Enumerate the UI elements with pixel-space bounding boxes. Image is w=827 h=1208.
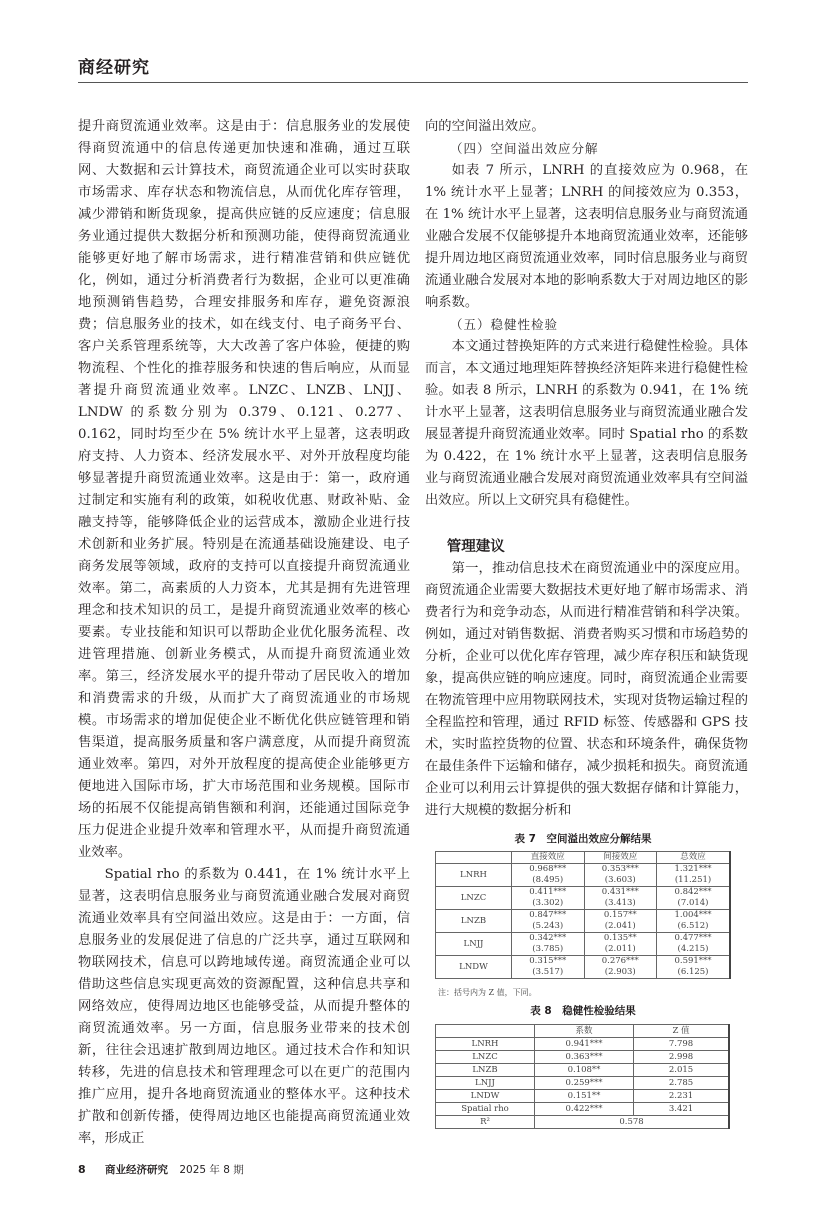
table-row	[436, 1103, 730, 1116]
header-cell: 总效应	[657, 852, 730, 864]
header-cell: 直接效应	[512, 852, 585, 864]
header-cell	[436, 852, 512, 864]
row-label: LNDW	[436, 956, 512, 979]
left-column	[78, 116, 410, 1150]
z-value: (6.125)	[677, 967, 709, 977]
coefficient: 1.004***	[674, 910, 712, 920]
coefficient: 0.847***	[529, 910, 567, 920]
management-heading: 管理建议	[446, 539, 505, 555]
section-heading: （五）稳健性检验	[450, 317, 559, 332]
table-row	[436, 910, 731, 933]
journal-header: 商经研究	[78, 58, 150, 78]
columns	[78, 116, 749, 1150]
table-cell: Spatial rho	[436, 1103, 535, 1116]
row-label: LNJJ	[436, 933, 512, 956]
footer-issue: 2025 年 8 期	[179, 1164, 244, 1176]
table-cell	[657, 887, 730, 910]
table7	[435, 851, 731, 979]
table-cell: LNDW	[436, 1090, 535, 1103]
table-header-row	[436, 852, 731, 864]
coefficient: 0.591***	[674, 956, 712, 966]
coefficient: 0.411***	[529, 887, 567, 897]
z-value: (5.243)	[532, 921, 564, 931]
body-paragraph: 如表 7 所示，LNRH 的直接效应为 0.968，在 1% 统计水平上显著；LNRH 的间接效应为 0.353，在 1% 统计水平上显著，这表明信息服务业与商贸流通业融合发展不仅能够提升本地商贸流通业效率，还能够提升周边地区商贸流通业效率，同时信息服务业与商贸流通业融合发展对本地的影响系数大于对周边地区的影响系数。	[425, 163, 748, 310]
header-cell: 间接效应	[584, 852, 657, 864]
r2-label: R²	[436, 1116, 535, 1129]
table-cell	[512, 910, 585, 933]
table-cell	[584, 933, 657, 956]
coefficient: 0.477***	[674, 933, 712, 943]
coefficient: 0.157**	[603, 910, 637, 920]
table-row	[436, 956, 731, 979]
z-value: (3.785)	[532, 944, 564, 954]
table-cell	[657, 864, 730, 887]
table-row	[436, 887, 731, 910]
z-value: (3.413)	[604, 898, 636, 908]
table-cell	[512, 887, 585, 910]
table-cell: 3.421	[634, 1103, 730, 1116]
table-row	[436, 933, 731, 956]
table-cell: LNZC	[436, 1051, 535, 1064]
z-value: (3.603)	[604, 875, 636, 885]
body-paragraph: 本文通过替换矩阵的方式来进行稳健性检验。具体而言，本文通过地理矩阵替换经济矩阵来进行稳健性检验。如表 8 所示，LNRH 的系数为 0.941，在 1% 统计水平上显著，这表明信息服务业与商贸流通业融合发展显著提升商贸流通业效率。同时 Spatial rho 的系数为 0.422，在 1% 统计水平上显著，这表明信息服务业与商贸流通业融合发展对商贸流通业效率具有空间溢出效应。所以上文研究具有稳健性。	[425, 339, 748, 508]
table-cell: 2.785	[634, 1077, 730, 1090]
header-cell: Z 值	[634, 1025, 730, 1038]
table-cell: 0.422***	[535, 1103, 634, 1116]
page-number: 8	[78, 1163, 86, 1176]
table-cell: LNRH	[436, 1038, 535, 1051]
table-cell	[657, 933, 730, 956]
table-cell: 0.363***	[535, 1051, 634, 1064]
body-paragraph: Spatial rho 的系数为 0.441，在 1% 统计水平上显著，这表明信息服务业与商贸流通业融合发展对商贸流通业效率具有空间溢出效应。这是由于：一方面，信息服务业的发展促进了信息的广泛共享，通过互联网和物联网技术，信息可以跨地域传递。商贸流通企业可以借助这些信息实现更高效的资源配置，这种信息共享和网络效应，使得周边地区也能够受益，从而提升整体的商贸流通效率。另一方面，信息服务业带来的技术创新，往往会迅速扩散到周边地区。通过技术合作和知识转移，先进的信息技术和管理理念可以在更广的范围内推广应用，提升各地商贸流通业的整体水平。这种技术扩散和创新传播，使得周边地区也能提高商贸流通业效率，形成正	[78, 867, 410, 1146]
table-cell: 0.151**	[535, 1090, 634, 1103]
coefficient: 0.276***	[601, 956, 639, 966]
table-cell	[584, 864, 657, 887]
z-value: (2.041)	[604, 921, 636, 931]
table-cell	[512, 956, 585, 979]
table-cell	[584, 910, 657, 933]
table-row	[436, 1077, 730, 1090]
table-cell	[512, 933, 585, 956]
coefficient: 0.431***	[601, 887, 639, 897]
coefficient: 0.135**	[603, 933, 637, 943]
coefficient: 0.315***	[529, 956, 567, 966]
table-cell	[512, 864, 585, 887]
table8	[435, 1024, 730, 1129]
body-paragraph: 提升商贸流通业效率。这是由于：信息服务业的发展使得商贸流通中的信息传递更加快速和准确，通过互联网、大数据和云计算技术，商贸流通企业可以实时获取市场需求、库存状态和物流信息，从而优化库存管理，减少滞销和断货现象，提高供应链的反应速度；信息服务业通过提供大数据分析和预测功能，使得商贸流通业能够更好地了解市场需求，进行精准营销和供应链优化，例如，通过分析消费者行为数据，企业可以更准确地预测销售趋势，合理安排服务和库存，避免资源浪费；信息服务业的技术，如在线支付、电子商务平台、客户关系管理系统等，大大改善了客户体验，便捷的购物流程、个性化的推荐服务和快速的售后响应，从而显著提升商贸流通业效率。LNZC、LNZB、LNJJ、LNDW 的系数分别为 0.379、0.121、0.277、0.162，同时均至少在 5% 统计水平上显著，这表明政府支持、人力资本、经济发展水平、对外开放程度均能够显著提升商贸流通业效率。这是由于：第一，政府通过制定和实施有利的政策，如税收优惠、财政补贴、金融支持等，能够降低企业的运营成本，激励企业进行技术创新和业务扩展。特别是在流通基础设施建设、电子商务发展等领域，政府的支持可以直接提升商贸流通业效率。第二，高素质的人力资本，尤其是拥有先进管理理念和技术知识的员工，是提升商贸流通业效率的核心要素。专业技能和知识可以帮助企业优化服务流程、改进管理措施、创新业务模式，从而提升商贸流通业效率。第三，经济发展水平的提升带动了居民收入的增加和消费需求的升级，从而扩大了商贸流通业的市场规模。市场需求的增加促使企业不断优化供应链管理和销售渠道，提高服务质量和客户满意度，从而提升商贸流通业效率。第四，对外开放程度的提高使企业能够更方便地进入国际市场，扩大市场范围和业务规模。国际市场的拓展不仅能提高销售额和利润，还能通过国际竞争压力促进企业提升效率和管理水平，从而提升商贸流通业效率。	[78, 119, 410, 860]
table-cell: LNZB	[436, 1064, 535, 1077]
row-label: LNZB	[436, 910, 512, 933]
header-cell: 系数	[535, 1025, 634, 1038]
z-value: (11.251)	[674, 875, 712, 885]
z-value: (6.512)	[677, 921, 709, 931]
body-paragraph: 向的空间溢出效应。	[425, 119, 545, 134]
footer-journal: 商业经济研究	[105, 1164, 168, 1176]
z-value: (8.495)	[532, 875, 564, 885]
r2-value: 0.578	[535, 1116, 730, 1129]
table-row	[436, 1051, 730, 1064]
right-column	[425, 116, 748, 1129]
section-heading: （四）空间溢出效应分解	[450, 141, 599, 156]
table-cell: 2.015	[634, 1064, 730, 1077]
z-value: (2.011)	[604, 944, 636, 954]
table7-note: 注：括号内为 Z 值，下同。	[438, 988, 537, 997]
table-cell: 2.998	[634, 1051, 730, 1064]
z-value: (3.302)	[532, 898, 564, 908]
table-row	[436, 1038, 730, 1051]
coefficient: 0.968***	[529, 864, 567, 874]
z-value: (3.517)	[532, 967, 564, 977]
table-cell	[584, 887, 657, 910]
table-cell: 0.108**	[535, 1064, 634, 1077]
table-cell	[657, 956, 730, 979]
table7-caption: 表 7 空间溢出效应分解结果	[514, 833, 652, 845]
body-paragraph: 第一，推动信息技术在商贸流通业中的深度应用。商贸流通企业需要大数据技术更好地了解市场需求、消费者行为和竞争动态，从而进行精准营销和科学决策。例如，通过对销售数据、消费者购买习惯和市场趋势的分析，企业可以优化库存管理，减少库存积压和缺货现象，提高供应链的响应速度。同时，商贸流通企业需要在物流管理中应用物联网技术，实现对货物运输过程的全程监控和管理，通过 RFID 标签、传感器和 GPS 技术，实时监控货物的位置、状态和环境条件，确保货物在最佳条件下运输和储存，减少损耗和损失。商贸流通企业可以利用云计算提供的强大数据存储和计算能力，进行大规模的数据分析和	[425, 561, 748, 818]
coefficient: 0.353***	[601, 864, 639, 874]
coefficient: 0.342***	[529, 933, 567, 943]
table8-caption: 表 8 稳健性检验结果	[530, 1005, 636, 1017]
table-cell: LNJJ	[436, 1077, 535, 1090]
z-value: (4.215)	[677, 944, 709, 954]
table-cell: 2.231	[634, 1090, 730, 1103]
table-header-row	[436, 1025, 730, 1038]
table-cell: 7.798	[634, 1038, 730, 1051]
coefficient: 1.321***	[674, 864, 712, 874]
z-value: (7.014)	[677, 898, 709, 908]
table-row	[436, 1090, 730, 1103]
header-rule	[78, 82, 748, 83]
table-row	[436, 1064, 730, 1077]
table-row	[436, 864, 731, 887]
row-label: LNZC	[436, 887, 512, 910]
table-row-r2	[436, 1116, 730, 1129]
header-cell	[436, 1025, 535, 1038]
table-cell: 0.259***	[535, 1077, 634, 1090]
z-value: (2.903)	[604, 967, 636, 977]
page-footer	[78, 1162, 749, 1178]
table-cell	[584, 956, 657, 979]
coefficient: 0.842***	[674, 887, 712, 897]
row-label: LNRH	[436, 864, 512, 887]
table-cell	[657, 910, 730, 933]
table-cell: 0.941***	[535, 1038, 634, 1051]
